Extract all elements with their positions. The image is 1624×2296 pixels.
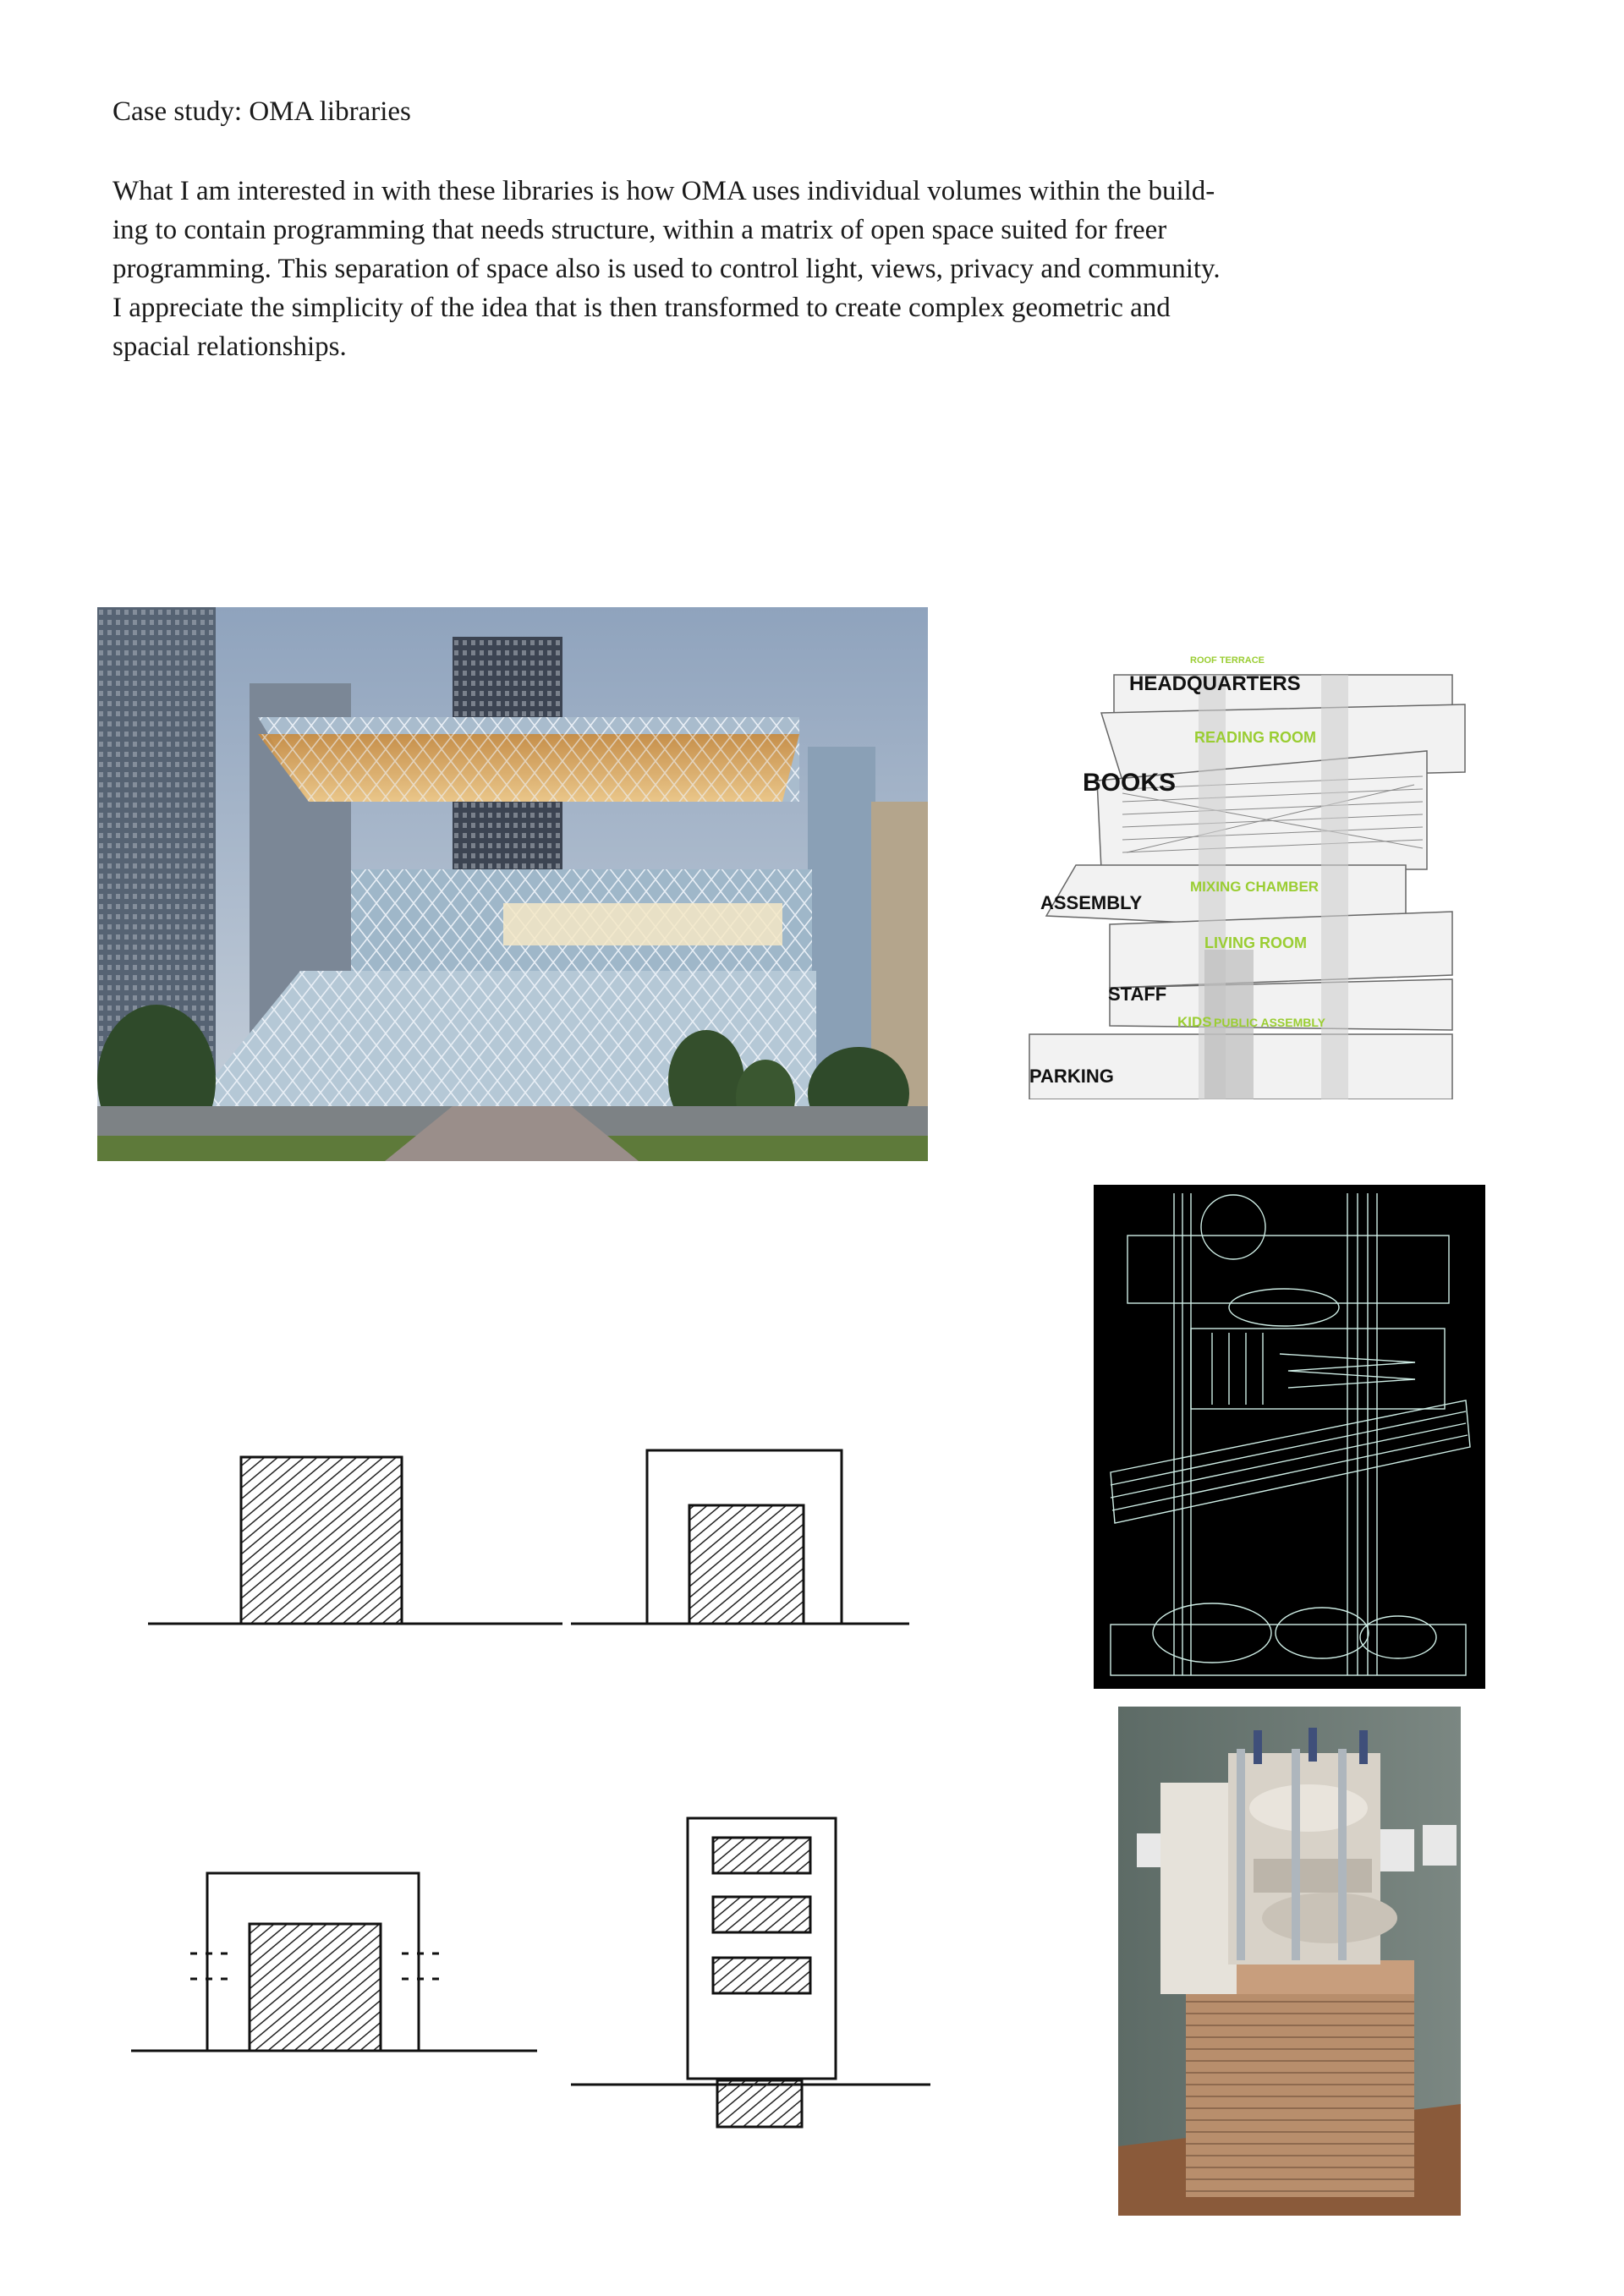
label-headquarters: HEADQUARTERS [1129, 672, 1301, 695]
library-section-diagram [1025, 649, 1492, 1099]
body-line: I appreciate the simplicity of the idea that is then transformed to create complex geometric and [112, 293, 1171, 323]
body-line: programming. This separation of space also is used to control light, views, privacy and community. [112, 254, 1221, 284]
seattle-library-illustration [97, 607, 928, 1161]
body-paragraph [112, 172, 1457, 366]
label-staff: STAFF [1108, 984, 1167, 1005]
seattle-library-photo [97, 607, 928, 1161]
wireframe-render-svg [1094, 1185, 1485, 1689]
label-parking: PARKING [1029, 1066, 1114, 1087]
label-roof-terrace: ROOF TERRACE [1190, 655, 1265, 666]
body-line: ing to contain programming that needs structure, within a matrix of open space suited for freer [112, 215, 1167, 245]
body-line: spacial relationships. [112, 332, 347, 362]
label-assembly: ASSEMBLY [1040, 892, 1143, 913]
label-living-room: LIVING ROOM [1204, 934, 1307, 951]
body-line: What I am interested in with these libraries is how OMA uses individual volumes within the build- [112, 176, 1215, 206]
label-reading-room: READING ROOM [1194, 729, 1316, 746]
section-diagram-svg [1025, 649, 1492, 1099]
label-public-assembly: PUBLIC ASSEMBLY [1214, 1016, 1325, 1029]
page-title: Case study: OMA libraries [112, 96, 411, 127]
library-model-photo [1118, 1707, 1461, 2216]
concept-sketches [97, 1332, 1007, 2199]
library-model-illustration [1118, 1707, 1461, 2216]
concept-sketches-svg [97, 1332, 1007, 2199]
label-books: BOOKS [1083, 769, 1177, 797]
label-kids: KIDS [1177, 1014, 1212, 1030]
wireframe-render [1094, 1185, 1485, 1689]
label-mixing-chamber: MIXING CHAMBER [1190, 879, 1320, 895]
